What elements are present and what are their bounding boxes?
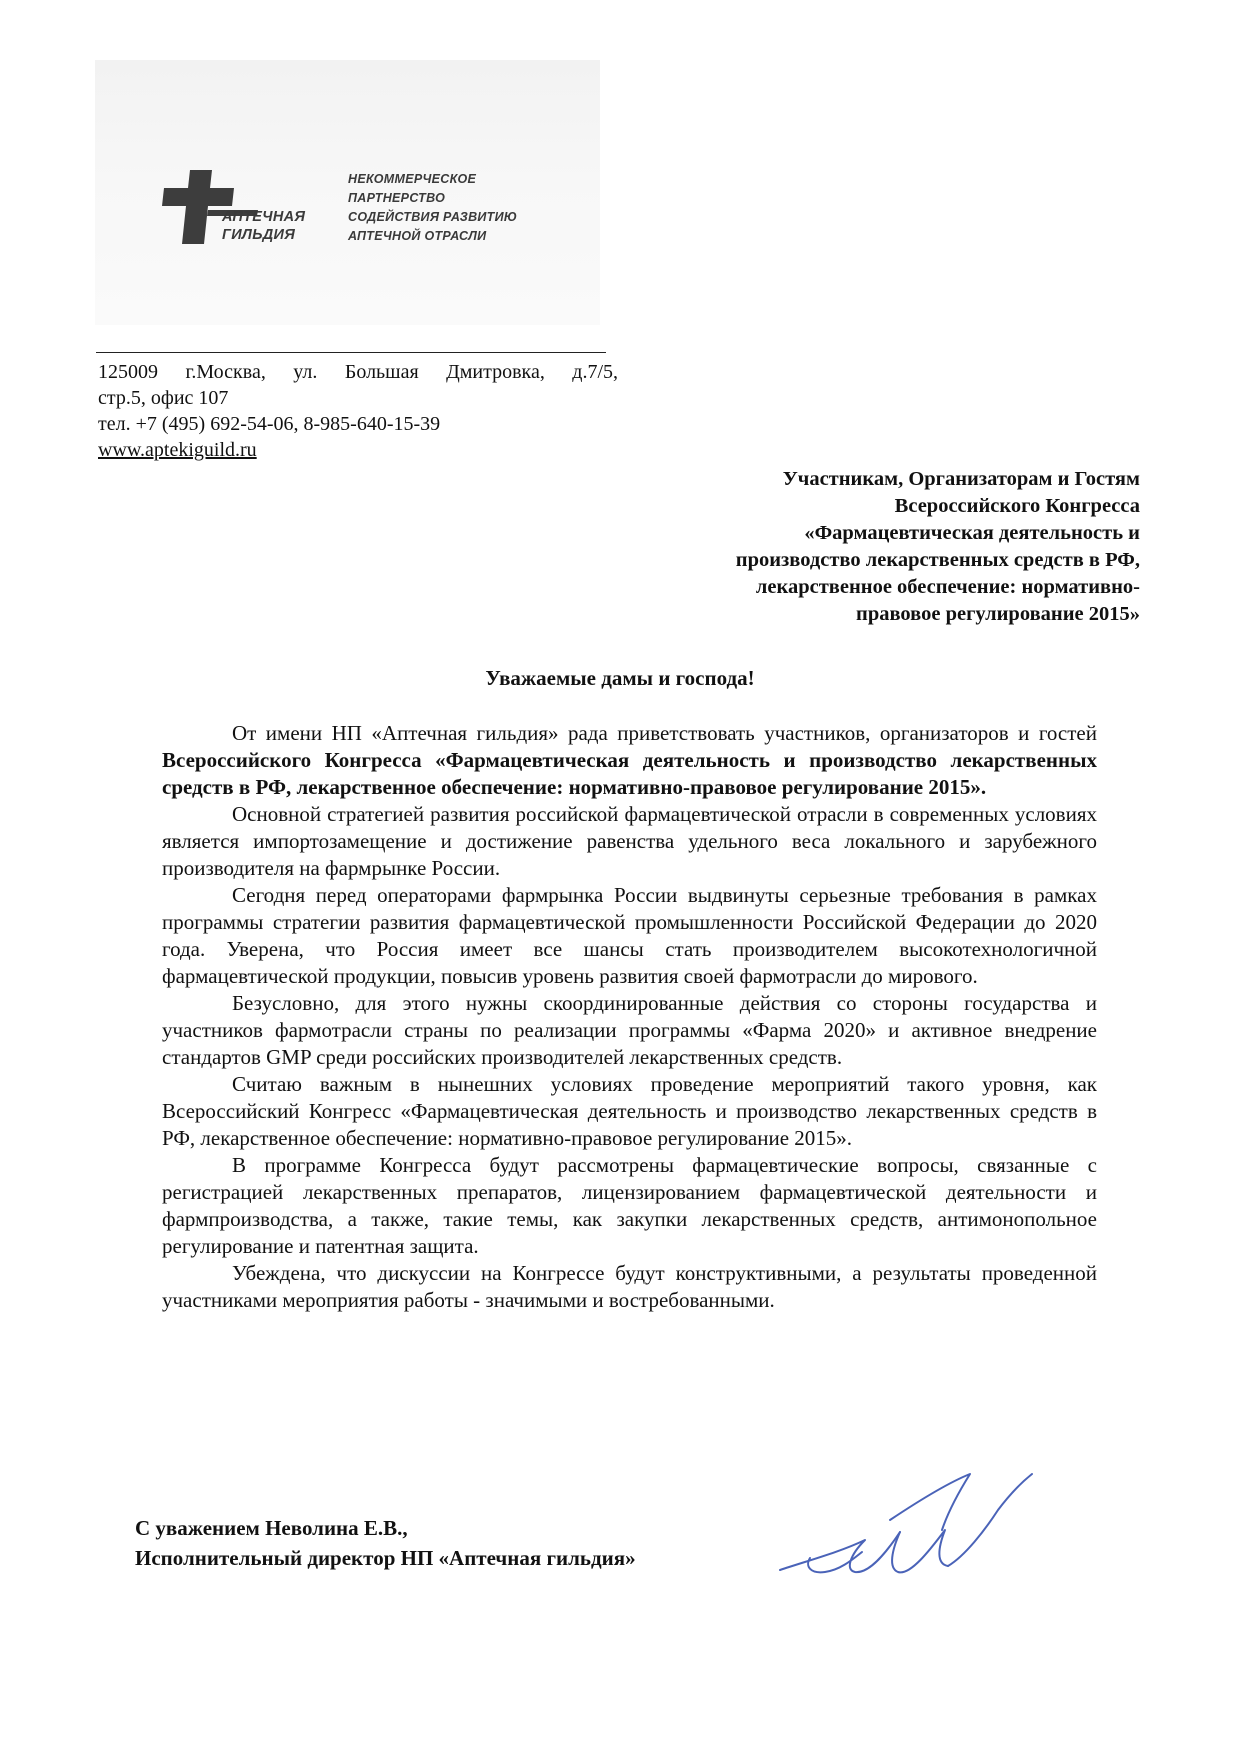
tagline-line: ПАРТНЕРСТВО — [348, 191, 446, 205]
handwritten-signature — [770, 1460, 1040, 1600]
closing-regards: С уважением Неволина Е.В., — [135, 1516, 408, 1540]
paragraph-intro: От имени НП «Аптечная гильдия» рада приветствовать участников, организаторов и гостей — [232, 721, 1097, 745]
address-line: стр.5, офис 107 — [98, 387, 229, 409]
addressee-line: Участникам, Организаторам и Гостям — [782, 468, 1140, 490]
addressee-line: производство лекарственных средств в РФ, — [735, 549, 1140, 571]
address-line: 125009 г.Москва, ул. Большая Дмитровка, д.7/5, — [98, 361, 618, 383]
sender-address — [98, 359, 618, 463]
tagline-line: СОДЕЙСТВИЯ РАЗВИТИЮ — [348, 210, 518, 224]
org-name-line: ГИЛЬДИЯ — [222, 227, 296, 243]
closing-title: Исполнительный директор НП «Аптечная гильдия» — [135, 1546, 636, 1570]
closing-block — [135, 1513, 636, 1573]
salutation: Уважаемые дамы и господа! — [485, 666, 755, 690]
body-paragraph — [162, 720, 1097, 801]
addressee-line: правовое регулирование 2015» — [856, 603, 1140, 625]
addressee-block — [540, 466, 1140, 628]
body-paragraph: Сегодня перед операторами фармрынка России выдвинуты серьезные требования в рамках программы стратегии развития фармацевтической промышленности Российской Федерации до 2020 года. Уверена, что Россия имеет все шансы стать производителем высокотехнологичной фармацевтической продукции, повысив уровень развития своей фармотрасли до мирового. — [162, 883, 1097, 988]
tagline-line: АПТЕЧНОЙ ОТРАСЛИ — [348, 229, 487, 243]
body-paragraph: Основной стратегией развития российской фармацевтической отрасли в современных условиях является импортозамещение и достижение равенства удельного веса локального и зарубежного производителя на фармрынке России. — [162, 802, 1097, 880]
body-paragraph: В программе Конгресса будут рассмотрены фармацевтические вопросы, связанные с регистрацией лекарственных препаратов, лицензированием фармацевтической деятельности и фармпроизводства, а также, такие темы, как закупки лекарственных средств, антимонопольное регулирование и патентная защита. — [162, 1153, 1097, 1258]
addressee-line: лекарственное обеспечение: нормативно- — [755, 576, 1140, 598]
tagline-line: НЕКОММЕРЧЕСКОЕ — [348, 172, 477, 186]
org-logo-name — [222, 208, 305, 244]
body-paragraph: Считаю важным в нынешних условиях проведение мероприятий такого уровня, как Всероссийский Конгресс «Фармацевтическая деятельность и производство лекарственных средств в РФ, лекарственное обеспечение: нормативно-правовое регулирование 2015». — [162, 1072, 1097, 1150]
phone-line: тел. +7 (495) 692-54-06, 8-985-640-15-39 — [98, 413, 441, 435]
body-paragraph: Безусловно, для этого нужны скоординированные действия со стороны государства и участников фармотрасли страны по реализации программы «Фарма 2020» и активное внедрение стандартов GMP среди российских производителей лекарственных средств. — [162, 991, 1097, 1069]
org-name-line: АПТЕЧНАЯ — [222, 209, 306, 225]
org-tagline — [348, 170, 517, 246]
paragraph-bold-event: Всероссийского Конгресса «Фармацевтическая деятельность и производство лекарственных средств в РФ, лекарственное обеспечение: нормативно-правовое регулирование 2015». — [162, 748, 1097, 799]
address-divider — [96, 352, 606, 353]
addressee-line: Всероссийского Конгресса — [894, 495, 1140, 517]
body-paragraph: Убеждена, что дискуссии на Конгрессе будут конструктивными, а результаты проведенной участниками мероприятия работы - значимыми и востребованными. — [162, 1261, 1097, 1312]
website-link[interactable]: www.aptekiguild.ru — [98, 439, 257, 461]
letter-body — [162, 720, 1097, 1314]
addressee-line: «Фармацевтическая деятельность и — [804, 522, 1140, 544]
